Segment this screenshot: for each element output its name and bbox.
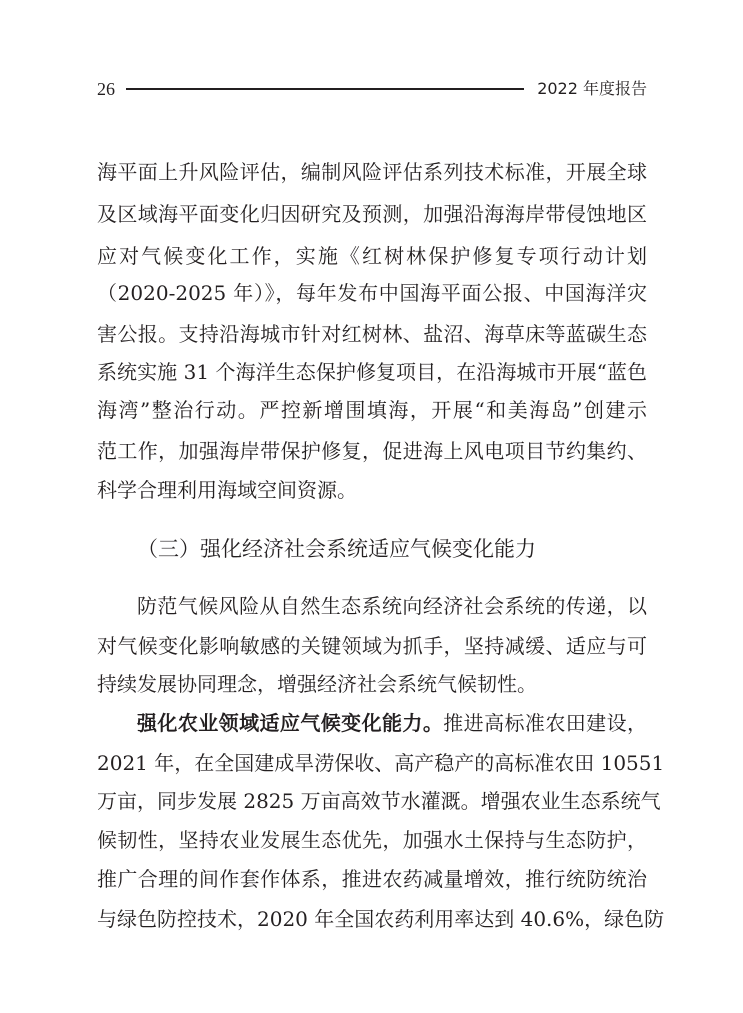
section-heading: （三）强化经济社会系统适应气候变化能力 [137,537,536,561]
text-line: 候韧性，坚持农业发展生态优先，加强水土保持与生态防护， [97,828,647,852]
text-line: （2020-2025 年）》，每年发布中国海平面公报、中国海洋灾 [97,281,647,305]
report-title: 2022 年度报告 [537,79,647,98]
text-line: 范工作，加强海岸带保护修复，促进海上风电项目节约集约、 [97,439,647,463]
text-line: 系统实施 31 个海洋生态保护修复项目，在沿海城市开展“蓝色 [97,360,647,384]
text-line: 对气候变化影响敏感的关键领域为抓手，坚持减缓、适应与可 [97,634,647,658]
text-line: 海平面上升风险评估，编制风险评估系列技术标准，开展全球 [97,160,647,184]
text-line: 海湾”整治行动。严控新增围填海，开展“和美海岛”创建示 [97,398,647,422]
text-line: 2021 年，在全国建成旱涝保收、高产稳产的高标准农田 10551 [97,751,665,775]
text-line: 科学合理利用海域空间资源。 [97,478,357,502]
text-line: 与绿色防控技术，2020 年全国农药利用率达到 40.6%，绿色防 [97,907,665,931]
text-line: 害公报。支持沿海城市针对红树林、盐沼、海草床等蓝碳生态 [97,322,647,346]
bold-lead-phrase: 强化农业领域适应气候变化能力。 [137,711,444,735]
page-number: 26 [97,79,115,99]
text-line: 及区域海平面变化归因研究及预测，加强沿海海岸带侵蚀地区 [97,202,647,226]
text-line: 持续发展协同理念，增强经济社会系统气候韧性。 [97,672,537,696]
text-line: 推广合理的间作套作体系，推进农药减量增效，推行统防统治 [97,867,647,891]
page-header [97,74,647,104]
text-line [137,703,647,743]
text-line: 防范气候风险从自然生态系统向经济社会系统的传递，以 [137,594,647,618]
text-line: 万亩，同步发展 2825 万亩高效节水灌溉。增强农业生态系统气 [97,789,661,813]
lead-line-continuation: 推进高标准农田建设， [443,711,647,735]
header-rule [126,88,524,90]
text-line: 应对气候变化工作，实施《红树林保护修复专项行动计划 [97,244,647,268]
